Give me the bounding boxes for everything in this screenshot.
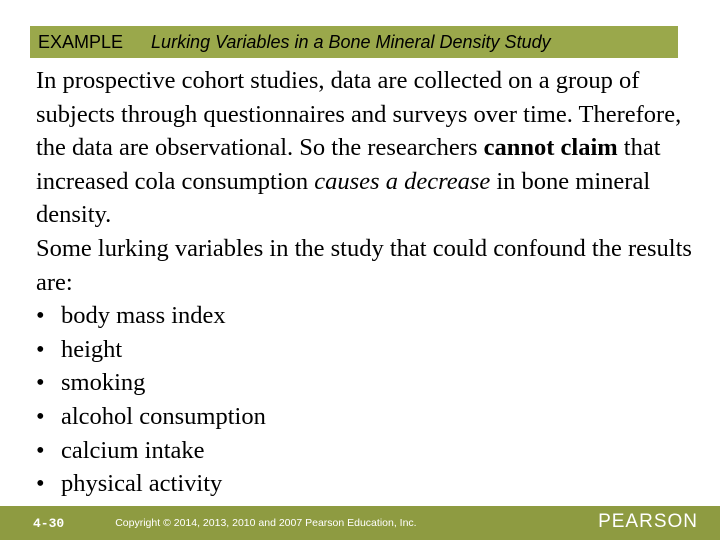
header-bar (30, 26, 678, 58)
intro-bold-text: cannot claim (483, 134, 618, 162)
intro-text-a: In prospective cohort studies, data are collected on a group of subjects through questionnaires and surveys over time. Therefore, the data are observational. So the researchers (36, 67, 682, 162)
list-item-label: body mass index (61, 302, 226, 330)
intro-text-c: in bone mineral density. (36, 167, 651, 229)
slide-content (36, 64, 706, 501)
bullet-icon: • (36, 369, 45, 397)
footer-bar (0, 506, 720, 540)
list-item (36, 434, 706, 468)
list-item (36, 299, 706, 333)
bullet-icon: • (36, 436, 45, 464)
bullet-icon: • (36, 470, 45, 498)
list-item-label: calcium intake (61, 436, 205, 464)
bullet-icon: • (36, 402, 45, 430)
list-item-label: smoking (61, 369, 146, 397)
page-number: 4-30 (33, 515, 65, 531)
bullet-icon: • (36, 335, 45, 363)
lurking-intro-paragraph: Some lurking variables in the study that could confound the results are: (36, 234, 692, 296)
list-item (36, 366, 706, 400)
list-item (36, 467, 706, 501)
example-label: EXAMPLE (38, 31, 124, 52)
intro-text-b: that increased cola consumption (36, 134, 661, 195)
lurking-variables-list (36, 299, 706, 501)
pearson-logo: PEARSON (598, 511, 698, 532)
list-item-label: alcohol consumption (61, 402, 266, 430)
list-item (36, 333, 706, 367)
intro-paragraph (36, 64, 706, 232)
list-item-label: physical activity (61, 470, 223, 498)
copyright-text: Copyright © 2014, 2013, 2010 and 2007 Pearson Education, Inc. (115, 517, 417, 529)
list-item-label: height (61, 335, 123, 363)
slide-title: Lurking Variables in a Bone Mineral Density Study (151, 31, 551, 52)
intro-italic-text: causes a decrease (314, 167, 491, 195)
list-item (36, 400, 706, 434)
bullet-icon: • (36, 302, 45, 330)
